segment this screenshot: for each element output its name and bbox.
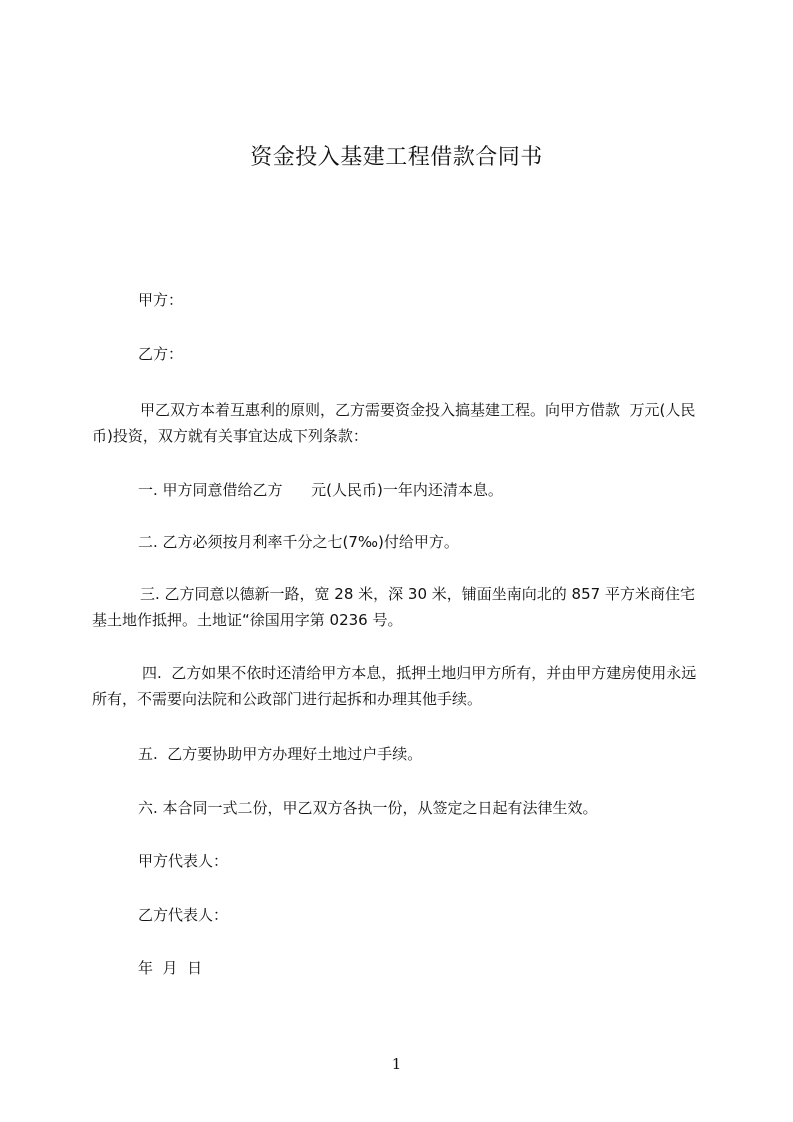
clause-6: 六. 本合同一式二份，甲乙双方各执一份，从签定之日起有法律生效。 [138,799,598,817]
party-a-line: 甲方： [138,291,184,309]
preamble-paragraph: 甲乙双方本着互惠利的原则，乙方需要资金投入搞基建工程。向甲方借款 万元(人民币)投资，双方就有关事宜达成下列条款： [92,401,696,445]
page-number: 1 [391,1055,402,1073]
clause-4: 四. 乙方如果不依时还清给甲方本息，抵押土地归甲方所有，并由甲方建房使用永远所有，不需要向法院和公政部门进行起拆和办理其他手续。 [92,664,697,708]
signature-date: 年 月 日 [138,959,203,977]
party-a-representative: 甲方代表人： [138,852,229,870]
clause-3: 三. 乙方同意以德新一路，宽 28 米，深 30 米，铺面坐南向北的 857 平方米商住宅基土地作抵押。土地证“徐国用字第 0236 号。 [92,585,695,629]
document-title: 资金投入基建工程借款合同书 [250,145,543,170]
party-b-representative: 乙方代表人： [138,906,229,924]
clause-1: 一. 甲方同意借给乙方 元(人民币)一年内还清本息。 [138,481,503,499]
clause-2: 二. 乙方必须按月利率千分之七(7‰)付给甲方。 [138,533,459,551]
clause-5: 五. 乙方要协助甲方办理好土地过户手续。 [138,745,423,763]
party-b-line: 乙方： [138,345,184,363]
